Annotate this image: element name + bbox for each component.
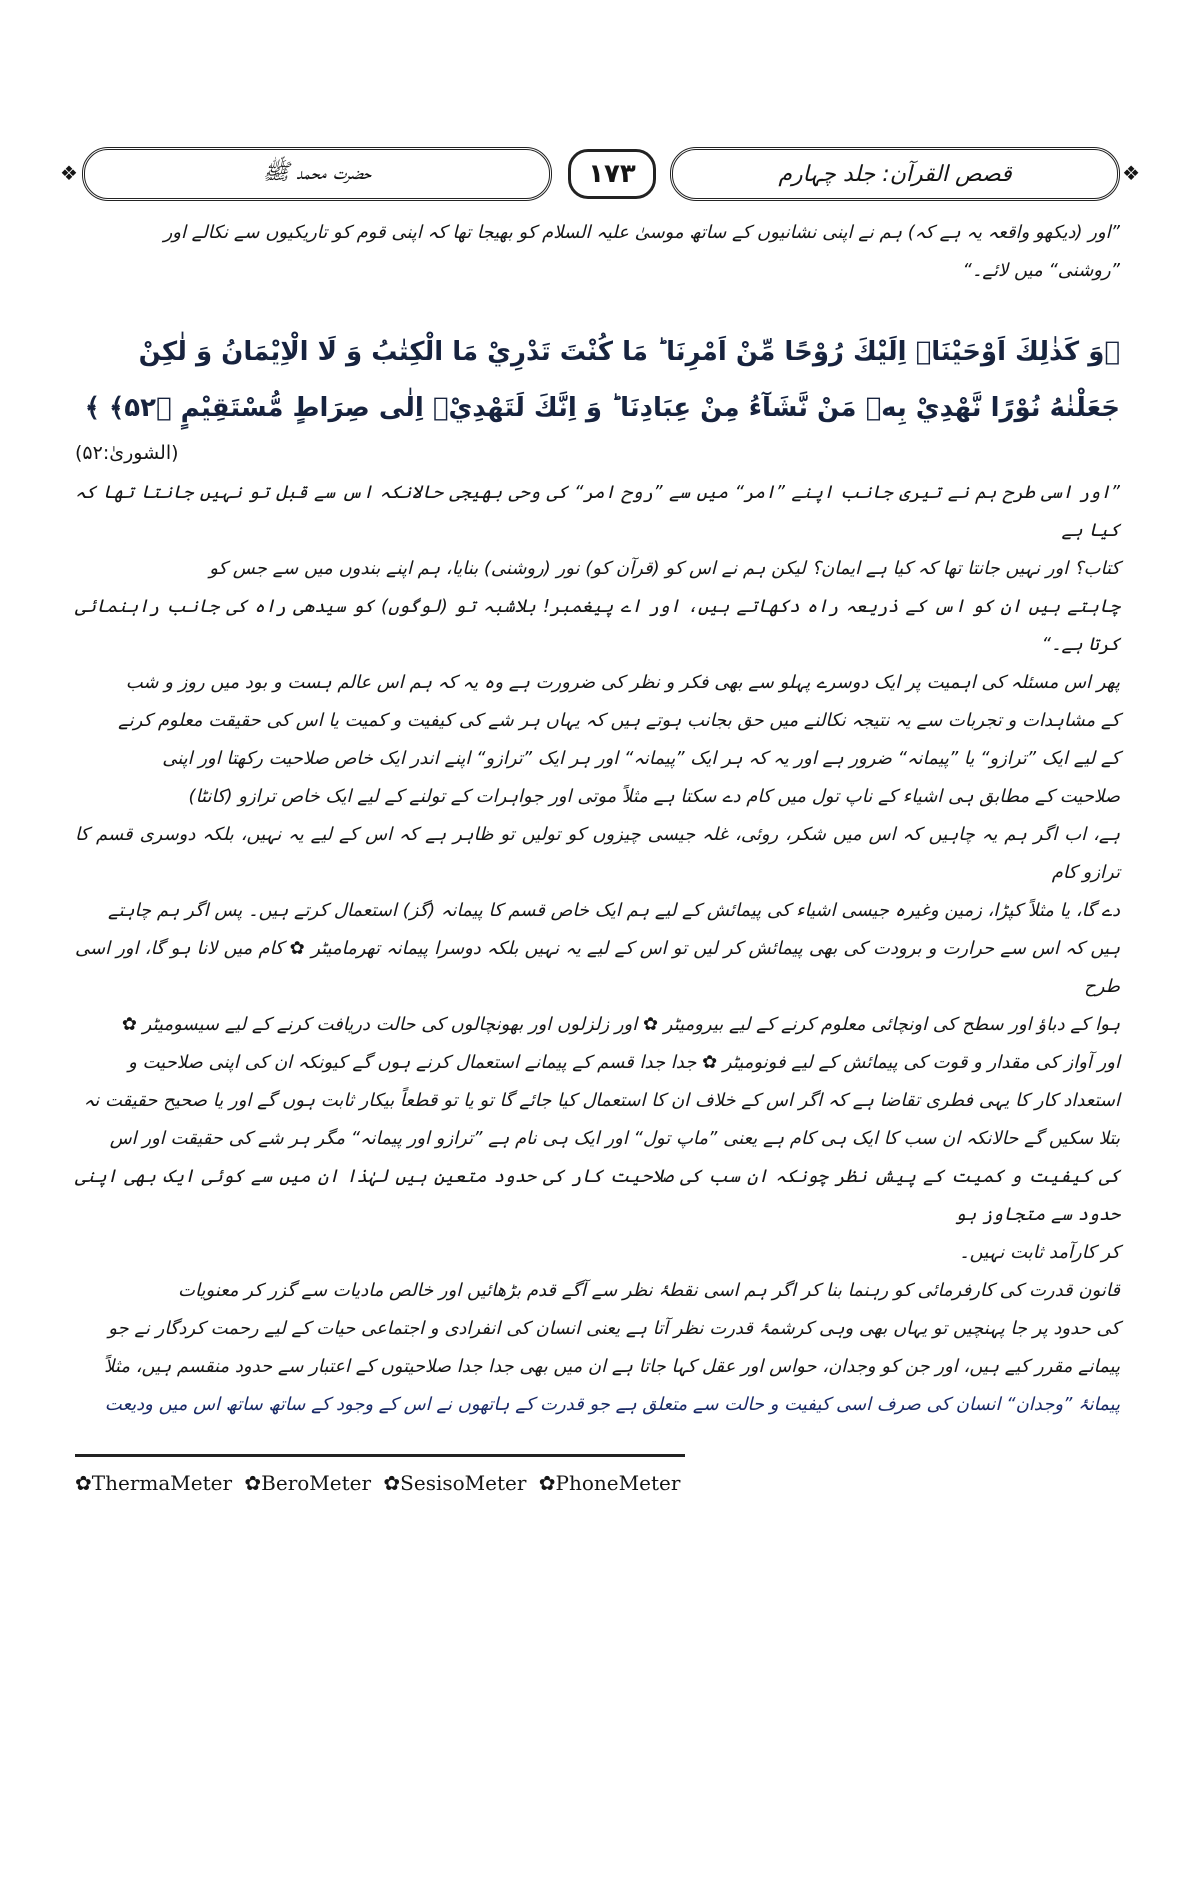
header-chapter-title: حضرت محمد ﷺ — [82, 147, 552, 201]
footnote: SesisoMeter — [400, 1471, 527, 1495]
text-line: کر کارآمد ثابت نہیں۔ — [959, 1242, 1120, 1263]
text-line: ”اور اسی طرح ہم نے تیری جانب اپنے ”امر“ میں سے ”روح امر“ کی وحی بھیجی حالانکہ اس سے قبل تو نہیں جانتا تھا کہ کیا ہے — [75, 482, 1120, 541]
paragraph-2 — [75, 1272, 1120, 1424]
text-line: پھر اس مسئلہ کی اہمیت پر ایک دوسرے پہلو سے بھی فکر و نظر کی ضرورت ہے وہ یہ کہ ہم اس عالم ہست و بود میں روز و شب — [125, 672, 1120, 693]
flower-icon: ✿ — [383, 1471, 401, 1495]
footnote: ThermaMeter — [91, 1471, 233, 1495]
text-line: ہے، اب اگر ہم یہ چاہیں کہ اس میں شکر، روئی، غلہ جیسی چیزوں کو تولیں تو ظاہر ہے کہ اس کے لیے یہ نہیں، بلکہ دوسری قسم کا ترازو کام — [75, 824, 1120, 883]
text-line: پیمانے مقرر کیے ہیں، اور جن کو وجدان، حواس اور عقل کہا جاتا ہے ان میں بھی جدا جدا صلاحیتوں کے اعتبار سے حدود منقسم ہیں، مثلاً — [104, 1356, 1120, 1377]
text-line: استعداد کار کا یہی فطری تقاضا ہے کہ اگر اس کے خلاف ان کا استعمال کیا جائے گا تو یا تو قطعاً بیکار ثابت ہوں گے اور یا صحیح حقیقت نہ — [83, 1090, 1120, 1111]
quran-verse — [75, 324, 1120, 436]
text-line: کتاب؟ اور نہیں جانتا تھا کہ کیا ہے ایمان؟ لیکن ہم نے اس کو (قرآن کو) نور (روشنی) بنایا، ہم اپنے بندوں میں سے جس کو — [209, 558, 1120, 579]
text-line: کی کیفیت و کمیت کے پیش نظر چونکہ ان سب کی صلاحیت کار کی حدود متعین ہیں لہٰذا ان میں سے کوئی ایک بھی اپنی حدود سے متجاوز ہو — [75, 1166, 1120, 1225]
flower-icon: ✿ — [75, 1471, 92, 1495]
running-header — [60, 143, 1140, 205]
text-line: کی حدود پر جا پہنچیں تو یہاں بھی وہی کرشمۂ قدرت نظر آتا ہے یعنی انسان کی انفرادی و اجتماعی حیات کے لیے رحمت کردگار نے جو — [108, 1318, 1120, 1339]
intro-quote — [75, 214, 1120, 290]
header-book-title: قصص القرآن: جلد چہارم — [670, 147, 1120, 201]
text-line: صلاحیت کے مطابق ہی اشیاء کے ناپ تول میں کام دے سکتا ہے مثلاً موتی اور جواہرات کے تولنے کے لیے ایک خاص ترازو (کانٹا) — [188, 786, 1120, 807]
page-body — [75, 214, 1120, 1495]
verse-reference: (الشوریٰ:۵۲) — [75, 442, 179, 464]
footnote: BeroMeter — [261, 1471, 372, 1495]
footnote: PhoneMeter — [555, 1471, 681, 1495]
text-line: کے لیے ایک ”ترازو“ یا ”پیمانہ“ ضرور ہے اور یہ کہ ہر ایک ”پیمانہ“ اور ہر ایک ”ترازو“ اپنے اندر ایک خاص صلاحیت رکھتا اور اپنی — [162, 748, 1120, 769]
footnote-divider — [75, 1454, 685, 1457]
ayah-line: ﴿وَ كَذٰلِكَ اَوْحَيْنَاۤ اِلَيْكَ رُوْحًا مِّنْ اَمْرِنَا ؕ مَا كُنْتَ تَدْرِيْ مَا الْكِتٰبُ وَ لَا الْاِيْمَانُ وَ لٰكِنْ — [138, 337, 1120, 367]
ornament-icon: ❖ — [60, 161, 78, 185]
flower-icon: ✿ — [538, 1471, 556, 1495]
text-line: کے مشاہدات و تجربات سے یہ نتیجہ نکالنے میں حق بجانب ہوتے ہیں کہ یہاں ہر شے کی کیفیت و کمیت یا اس کی حقیقت معلوم کرنے — [118, 710, 1120, 731]
ornament-icon: ❖ — [1122, 161, 1140, 185]
flower-icon: ✿ — [244, 1471, 262, 1495]
text-line: اور آواز کی مقدار و قوت کی پیمائش کے لیے فونومیٹر ✿ جدا جدا قسم کے پیمانے استعمال کرنے ہوں گے کیونکہ ان کی اپنی صلاحیت و — [128, 1052, 1120, 1073]
page-number: ۱۷۳ — [568, 149, 656, 199]
ayah-line: جَعَلْنٰهُ نُوْرًا نَّهْدِيْ بِهٖ مَنْ نَّشَآءُ مِنْ عِبَادِنَا ؕ وَ اِنَّكَ لَتَهْدِيْۤ اِلٰى صِرَاطٍ مُّسْتَقِيْمٍ ﴿۵۲﴾ ﴾ — [84, 393, 1120, 423]
text-line: بتلا سکیں گے حالانکہ ان سب کا ایک ہی کام ہے یعنی ”ماپ تول“ اور ایک ہی نام ہے ”ترازو اور پیمانہ“ مگر ہر شے کی حقیقت اور اس — [109, 1128, 1120, 1149]
text-line: ہوا کے دباؤ اور سطح کی اونچائی معلوم کرنے کے لیے بیرومیٹر ✿ اور زلزلوں اور بھونچالوں کی حالت دریافت کرنے کے لیے سیسومیٹر ✿ — [121, 1014, 1120, 1035]
footnotes — [75, 1471, 1120, 1495]
text-line: دے گا، یا مثلاً کپڑا، زمین وغیرہ جیسی اشیاء کی پیمائش کے لیے ہم ایک خاص قسم کا پیمانہ (گز) استعمال کرتے ہیں۔ پس اگر ہم چاہتے — [108, 900, 1120, 921]
translation — [75, 474, 1120, 664]
paragraph-1 — [75, 664, 1120, 1272]
text-line: ”روشنی“ میں لائے۔“ — [962, 260, 1120, 281]
text-line: چاہتے ہیں ان کو اس کے ذریعہ راہ دکھاتے ہیں، اور اے پیغمبر! بلاشبہ تو (لوگوں) کو سیدھی راہ کی جانب راہنمائی کرتا ہے۔“ — [75, 596, 1120, 655]
text-line: پیمانۂ ”وجدان“ انسان کی صرف اسی کیفیت و حالت سے متعلق ہے جو قدرت کے ہاتھوں نے اس کے وجود کے ساتھ ساتھ اس میں ودیعت — [104, 1394, 1120, 1415]
text-line: قانون قدرت کی کارفرمائی کو رہنما بنا کر اگر ہم اسی نقطۂ نظر سے آگے قدم بڑھائیں اور خالص مادیات سے گزر کر معنویات — [178, 1280, 1120, 1301]
text-line: ”اور (دیکھو واقعہ یہ ہے کہ) ہم نے اپنی نشانیوں کے ساتھ موسیٰ علیہ السلام کو بھیجا تھا کہ اپنی قوم کو تاریکیوں سے نکالے اور — [163, 222, 1120, 243]
text-line: ہیں کہ اس سے حرارت و برودت کی بھی پیمائش کر لیں تو اس کے لیے یہ نہیں بلکہ دوسرا پیمانہ تھرمامیٹر ✿ کام میں لانا ہو گا، اور اسی طرح — [75, 938, 1120, 997]
